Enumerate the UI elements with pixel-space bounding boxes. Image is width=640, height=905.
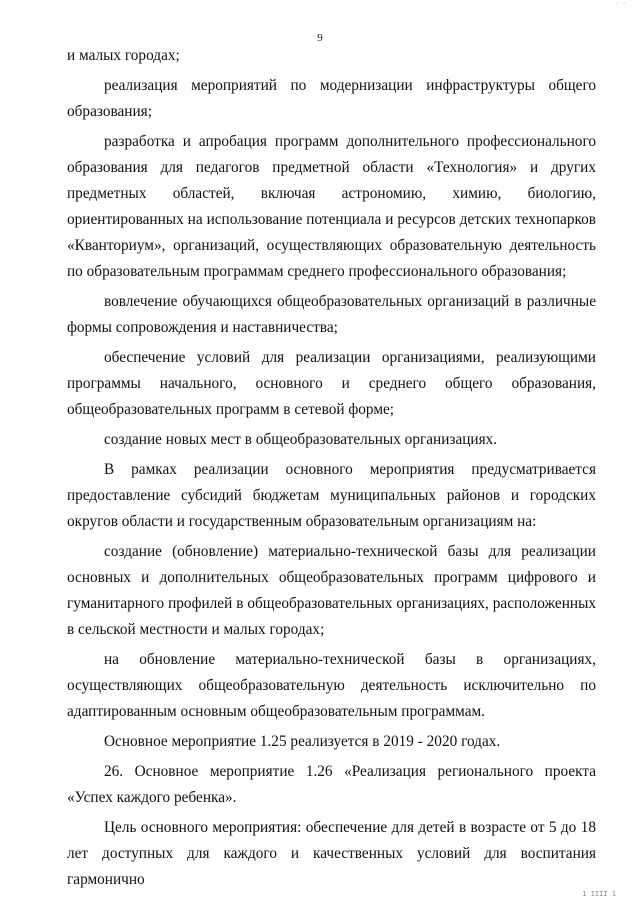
paragraph: обеспечение условий для реализации организациями, реализующими программы начального, основного и среднего общего образования, общеобразовательных программ в сетевой форме; (67, 349, 596, 418)
paragraph: на обновление материально-технической базы в организациях, осуществляющих общеобразовательную деятельность исключительно по адаптированным основным общеобразовательным программам. (67, 651, 596, 720)
paragraph: вовлечение обучающихся общеобразовательных организаций в различные формы сопровождения и наставничества; (67, 293, 596, 336)
paragraph: В рамках реализации основного мероприятия предусматривается предоставление субсидий бюджетам муниципальных районов и городских округов области и государственным образовательным организациям на: (67, 461, 596, 530)
paragraph: и малых городах; (67, 47, 180, 64)
paragraph: разработка и апробация программ дополнительного профессионального образования для педагогов предметной области «Технология» и других предметных областей, включая астрономию, химию, биологию, ориентированных на использование потенциала и ресурсов детских технопарков «Кванториум», организаций, осуществляющих образовательную деятельность по образовательным программам среднего профессионального образования; (67, 133, 596, 280)
paragraph: создание новых мест в общеобразовательных организациях. (104, 431, 498, 448)
section-heading-paragraph: 26. Основное мероприятие 1.26 «Реализация регионального проекта «Успех каждого ребенка». (67, 763, 596, 806)
footer-scan-mark: 1 ІІІІ 1 (582, 890, 616, 898)
paragraph: реализация мероприятий по модернизации инфраструктуры общего образования; (67, 77, 596, 120)
document-body (67, 43, 596, 893)
paragraph: Цель основного мероприятия: обеспечение для детей в возрасте от 5 до 18 лет доступных для каждого и качественных условий для воспитания гармонично (67, 819, 596, 888)
corner-scan-mark: · · (615, 0, 626, 7)
page-number: 9 (317, 32, 323, 44)
paragraph: Основное мероприятие 1.25 реализуется в 2019 - 2020 годах. (104, 733, 501, 750)
paragraph: создание (обновление) материально-технической базы для реализации основных и дополнительных общеобразовательных программ цифрового и гуманитарного профилей в общеобразовательных организациях, расположенных в сельской местности и малых городах; (67, 543, 596, 638)
